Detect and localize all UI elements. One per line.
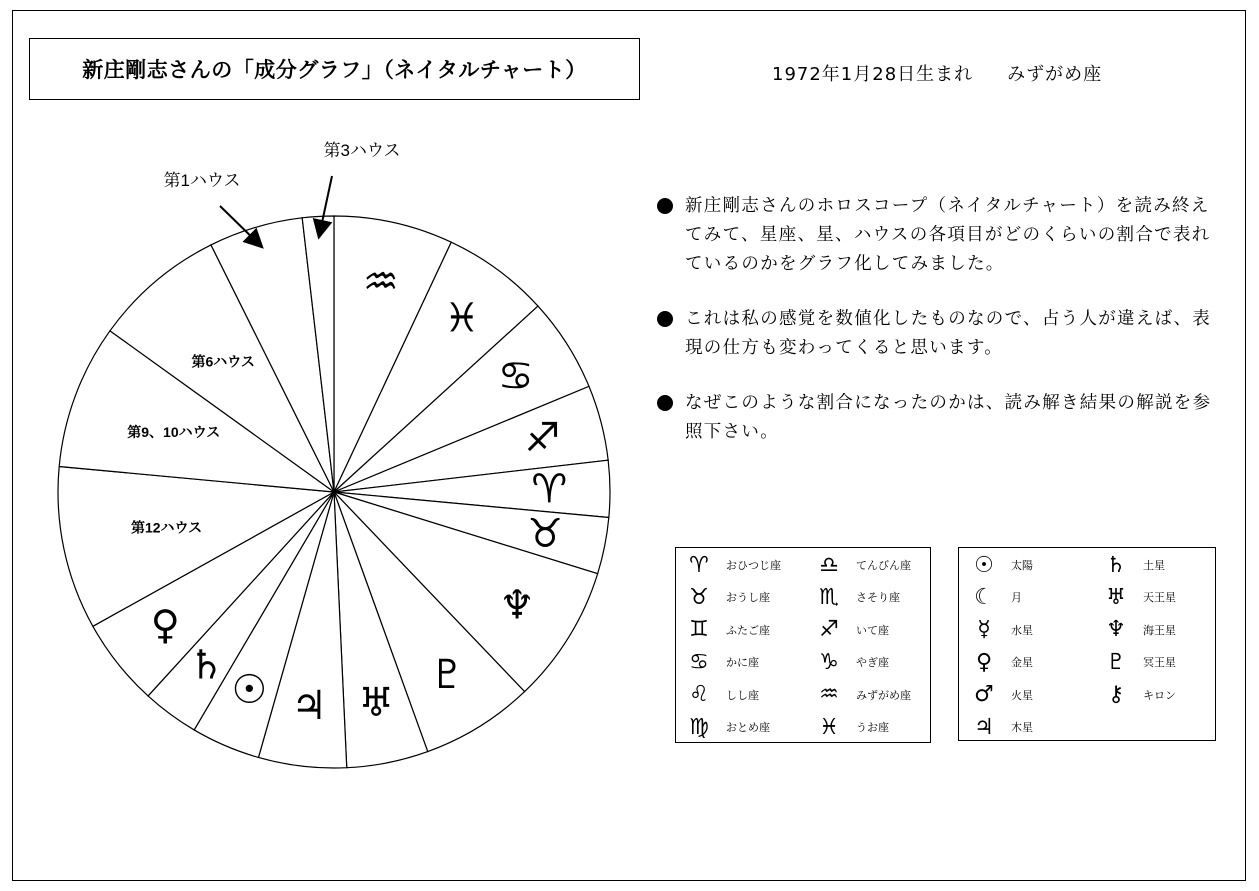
legend-item [686,584,770,610]
legend-label: 木星 [1011,721,1033,734]
legend-item [971,649,1033,675]
legend-label: 太陽 [1011,559,1033,572]
slice-symbol-icon: ☉ [231,666,268,713]
legend-label: 天王星 [1143,591,1176,605]
legend-label: 海王星 [1143,623,1176,637]
legend-symbol-icon: ♊ [689,617,709,643]
legend-symbol-icon: ♀ [975,649,993,675]
slice-symbol-icon: ♀ [150,602,180,649]
note-item [655,192,1215,279]
legend-label: しし座 [726,688,759,702]
legend-label: やぎ座 [856,656,889,670]
note-item [655,389,1215,447]
legend-symbol-icon: ☉ [974,552,994,578]
bullet-dot-icon [657,311,673,327]
slice-symbol-icon: ♆ [499,582,535,629]
legend-label: 土星 [1143,559,1165,572]
legend-symbol-icon: ♉ [689,584,709,610]
legend-item [971,552,1033,578]
legend-item [686,682,759,708]
legend-label: 火星 [1011,688,1033,702]
legend-symbol-icon: ♐ [819,617,839,643]
legend-item [816,552,911,578]
legend-symbol-icon: ♍ [689,714,709,740]
legend-item [816,682,911,708]
legend-item [1103,649,1176,675]
legend-label: うお座 [856,721,889,734]
legend-label: 金星 [1011,656,1033,670]
legend-label: いて座 [856,623,889,637]
note-text: これは私の感覚を数値化したものなので、占う人が違えば、表現の仕方も変わってくると思います。 [685,309,1212,358]
legend-item [1103,584,1176,610]
legend-symbol-icon: ♃ [974,714,994,740]
slice-label: 第12ハウス [130,519,203,536]
legend-label: かに座 [726,656,759,670]
legend-label: 月 [1011,591,1022,605]
slice-symbol-icon: ♃ [291,682,328,729]
slice-symbol-icon: ♈ [531,466,568,513]
legend-symbol-icon: ♓ [819,714,839,740]
legend-item [816,584,900,610]
legend-label: おうし座 [726,591,770,605]
legend-symbol-icon: ♇ [1106,649,1126,675]
legend-symbol-icon: ♋ [689,649,709,675]
birth-date: 1972年1月28日生まれ [772,64,974,85]
legend-item [1103,682,1176,708]
bullet-dot-icon [657,395,673,411]
legend-symbol-icon: ♏ [819,584,839,610]
legend-item [816,649,889,675]
slice-symbol-icon: ♉ [527,510,564,557]
bullet-dot-icon [657,198,673,214]
legend-item [816,714,889,740]
page-title: 新庄剛志さんの「成分グラフ」（ネイタルチャート） [82,58,587,82]
legend-item [971,714,1033,740]
legend-symbol-icon: ♅ [1106,584,1126,610]
legend-symbol-icon: ⚷ [1107,682,1125,708]
legend-symbol-icon: ♂ [974,682,994,708]
legend-item [1103,617,1176,643]
slice-label: 第6ハウス [191,353,255,370]
sun-sign: みずがめ座 [1007,64,1103,85]
legend-label: ふたご座 [726,623,770,637]
slice-symbol-icon: ♄ [188,642,225,689]
slice-symbol-icon: ♒ [362,258,399,305]
callout-label: 第1ハウス [163,171,241,190]
note-text: 新庄剛志さんのホロスコープ（ネイタルチャート）を読み終えてみて、星座、星、ハウスの各項目がどのくらいの割合で表れているのかをグラフ化してみました。 [685,196,1211,274]
zodiac-sign-legend [675,547,931,743]
legend-item [971,584,1022,610]
legend-label: キロン [1143,688,1176,702]
legend-label: 水星 [1011,623,1033,637]
legend-symbol-icon: ♑ [819,649,839,675]
legend-symbol-icon: ♌ [689,682,709,708]
legend-item [971,682,1033,708]
legend-symbol-icon: ☾ [974,584,994,610]
slice-symbol-icon: ♇ [429,652,466,699]
legend-item [971,617,1033,643]
legend-item [686,552,781,578]
legend-symbol-icon: ♎ [819,552,839,578]
note-text: なぜこのような割合になったのかは、読み解き結果の解説を参照下さい。 [685,393,1212,442]
legend-symbol-icon: ♆ [1106,617,1126,643]
planet-legend [958,547,1216,741]
legend-label: てんびん座 [856,559,911,572]
legend-label: 冥王星 [1143,656,1176,670]
callout-label: 第3ハウス [323,141,401,160]
notes-list [655,192,1215,473]
slice-symbol-icon: ♅ [358,680,394,727]
legend-symbol-icon: ♄ [1106,552,1126,578]
slice-label: 第9、10ハウス [127,424,221,441]
legend-item [686,714,770,740]
legend-symbol-icon: ♒ [819,682,839,708]
legend-label: おとめ座 [726,721,770,734]
slice-symbol-icon: ♋ [497,353,534,400]
legend-item [686,617,770,643]
note-item [655,305,1215,363]
legend-item [816,617,889,643]
legend-symbol-icon: ☿ [977,617,991,643]
legend-label: おひつじ座 [726,559,781,572]
slice-symbol-icon: ♓ [443,295,480,342]
legend-item [1103,552,1165,578]
legend-symbol-icon: ♈ [689,552,709,578]
legend-label: みずがめ座 [856,688,911,702]
legend-item [686,649,759,675]
legend-label: さそり座 [856,591,900,605]
slice-symbol-icon: ♐ [524,414,561,461]
